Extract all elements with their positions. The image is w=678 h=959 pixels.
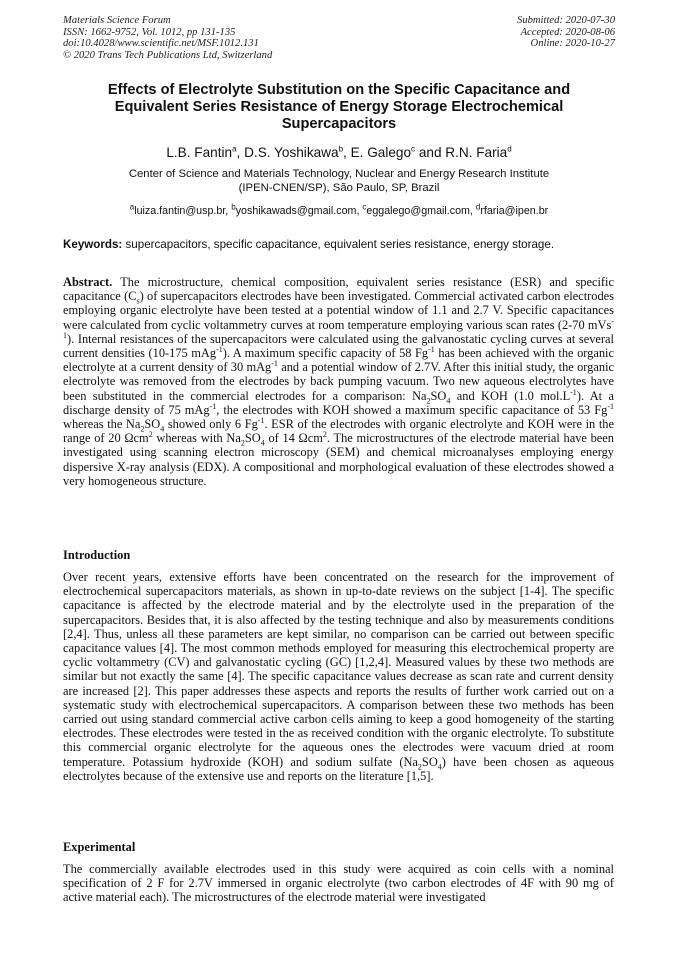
superscript: 2 — [148, 430, 153, 440]
journal-doi[interactable]: doi:10.4028/www.scientific.net/MSF.1012.131 — [63, 38, 259, 50]
online-date: Online: 2020-10-27 — [530, 38, 615, 50]
superscript: 2 — [322, 430, 327, 440]
superscript: -1 — [607, 401, 614, 411]
subscript: s — [136, 296, 140, 306]
abstract-label: Abstract. — [63, 275, 113, 289]
introduction-paragraph — [63, 570, 614, 783]
email-separator: , — [356, 205, 363, 217]
keywords-label: Keywords: — [63, 238, 123, 251]
abstract-text: SO — [430, 388, 447, 403]
superscript: -1 — [257, 415, 265, 425]
intro-text: Over recent years, extensive efforts have been concentrated on the research for the improvement of electrochemical supercapacitors materials, as shown in up-to-date reviews on the subject [1-4]. The specific capacitance is affected by the electrode material and by the electrolyte used in the preparation of the supercapacitors. Besides that, it is also affected by the testing technique and also by measurements conditions [2,4]. Thus, unless all these parameters are kept similar, no comparison can be carried out between specific capacitance values [4]. The most common methods employed for measuring this electrochemical property are cyclic voltammetry (CV) and galvanostatic cycling (GC) [1,2,4]. Measured values by these two methods are similar but not exactly the same [4]. The specific capacitance values decrease as scan rate and current density are increased [2]. This paper addresses these aspects and reports the results of further work carried out on a systematic study with electrochemical supercapacitors. A comparison between these two methods has been carried out using standard commercial active carbon cells aiming to keep a good homogeneity of the starting electrodes. These electrodes were tested in the as received condition with the organic electrolyte. To substitute this commercial organic electrolyte for the aqueous ones the electrodes were vacuum dried at room temperature. Potassium hydroxide (KOH) and sodium sulfate (Na — [63, 570, 614, 769]
journal-issn: ISSN: 1662-9752, Vol. 1012, pp 131-135 — [63, 26, 236, 38]
author-separator: , — [343, 145, 351, 160]
submitted-date: Submitted: 2020-07-30 — [517, 15, 615, 26]
abstract-text: ) of supercapacitors electrodes have been investigated. Commercial activated carbon electrodes employing organic electrolyte have been tested at a potential window of 1.1 and 2.7 V. Specific capacitances were calculated from cyclic voltammetry curves at room temperature employing various scan rates (2-70 mVs — [63, 289, 614, 332]
affiliation-line: Center of Science and Materials Technology, Nuclear and Energy Research Institute — [128, 168, 550, 180]
author-affil-mark: b — [338, 144, 344, 154]
abstract-text: SO — [244, 431, 261, 446]
abstract-paragraph — [63, 275, 614, 488]
email-mark: a — [129, 202, 135, 212]
subscript: 4 — [446, 396, 451, 406]
author-affil-mark: a — [232, 144, 237, 154]
author-name: D.S. Yoshikawa — [244, 145, 339, 160]
subscript: 2 — [426, 396, 431, 406]
author-emails — [40, 202, 638, 217]
accepted-date: Accepted: 2020-08-06 — [520, 26, 615, 38]
author-affil-mark: c — [411, 144, 416, 154]
journal-copyright: © 2020 Trans Tech Publications Ltd, Switzerland — [63, 49, 273, 61]
title-line: Effects of Electrolyte Substitution on the Specific Capacitance and — [107, 82, 571, 98]
subscript: 2 — [240, 438, 245, 448]
journal-name: Materials Science Forum — [63, 15, 171, 26]
abstract-text: showed only 6 Fg — [164, 417, 258, 432]
superscript: -1 — [63, 316, 614, 340]
abstract-text: and KOH (1.0 mol.L — [450, 388, 571, 403]
abstract-text: whereas the Na — [63, 417, 141, 432]
introduction-heading: Introduction — [63, 548, 131, 562]
subscript: 4 — [260, 438, 265, 448]
title-line: Supercapacitors — [281, 116, 397, 132]
abstract-text: , the electrodes with KOH showed a maximum specific capacitance of 53 Fg — [216, 402, 608, 417]
paper-title — [40, 82, 638, 133]
email-mark: b — [231, 202, 236, 212]
superscript: -1 — [271, 359, 278, 369]
superscript: -1 — [216, 344, 223, 354]
keywords — [63, 238, 623, 251]
email-separator: , — [225, 205, 232, 217]
email-separator: , — [469, 205, 476, 217]
abstract-text: ). Internal resistances of the supercapacitors were calculated using the galvanostatic cycling curves at several current densities (10-175 mAg — [63, 331, 614, 361]
author-separator: , — [236, 145, 245, 160]
author-name: L.B. Fantin — [166, 145, 233, 160]
email-link[interactable]: eggalego@gmail.com — [366, 205, 470, 217]
abstract-text: of 14 Ωcm — [264, 431, 323, 446]
author-list — [40, 145, 638, 160]
abstract-text: . ESR of the electrodes with organic electrolyte and KOH were in the range of 20 Ωcm — [63, 417, 614, 446]
author-name: E. Galego — [350, 145, 412, 160]
title-line: Equivalent Series Resistance of Energy Storage Electrochemical — [114, 99, 564, 115]
subscript: 4 — [160, 424, 165, 434]
journal-header — [63, 15, 272, 61]
abstract-text: The microstructure, chemical composition, equivalent series resistance (ESR) and specific capacitance (C — [63, 275, 614, 304]
abstract-text: ). At a discharge density of 75 mAg — [63, 388, 614, 417]
abstract-text: ). A maximum specific capacity of 58 Fg — [222, 346, 429, 361]
superscript: -1 — [209, 401, 217, 411]
affiliation — [40, 168, 638, 195]
abstract-text: and a potential window of 2.7V. After this initial study, the organic electrolyte was removed from the electrodes by back pumping vacuum. Two new aqueous electrolytes have been substituted in the commercial electrodes for a comparison: Na — [63, 360, 615, 403]
superscript: -1 — [428, 344, 435, 354]
subscript: 2 — [140, 424, 145, 434]
keywords-text: supercapacitors, specific capacitance, equivalent series resistance, energy storage. — [122, 238, 555, 251]
email-mark: c — [362, 202, 367, 212]
experimental-paragraph: The commercially available electrodes used in this study were acquired as coin cells with a nominal specification of 2 F for 2.7V immersed in organic electrolyte (two carbon electrodes of 4F with 90 mg of active material each). The microstructures of the electrode material were investigated — [63, 862, 614, 905]
email-link[interactable]: rfaria@ipen.br — [480, 205, 549, 217]
experimental-heading: Experimental — [63, 840, 136, 854]
email-link[interactable]: yoshikawads@gmail.com — [235, 205, 357, 217]
subscript: 2 — [417, 762, 422, 772]
subscript: 4 — [437, 762, 442, 772]
abstract-text: whereas with Na — [152, 431, 241, 446]
superscript: -1 — [570, 387, 577, 397]
author-separator: and — [415, 145, 446, 160]
abstract-text: has been achieved with the organic electrolyte at a current density of 30 mAg — [63, 346, 614, 375]
intro-text: ) have been chosen as aqueous electrolytes because of the extensive use and reports on the literature [1,5]. — [63, 754, 614, 783]
email-link[interactable]: luiza.fantin@usp.br — [134, 205, 226, 217]
affiliation-line: (IPEN-CNEN/SP), São Paulo, SP, Brazil — [238, 181, 440, 194]
dates-header — [517, 15, 615, 50]
intro-text: SO — [421, 754, 438, 769]
email-mark: d — [475, 202, 481, 212]
abstract-text: . The microstructures of the electrode material have been investigated using scanning electron microscopy (SEM) and chemical microanalyses employing energy dispersive X-ray analysis (EDX). A compositional and morphological evaluation of these electrodes showed a very homogeneous structure. — [63, 431, 615, 488]
abstract-text: SO — [144, 417, 161, 432]
author-name: R.N. Faria — [445, 145, 508, 160]
author-affil-mark: d — [507, 144, 512, 154]
